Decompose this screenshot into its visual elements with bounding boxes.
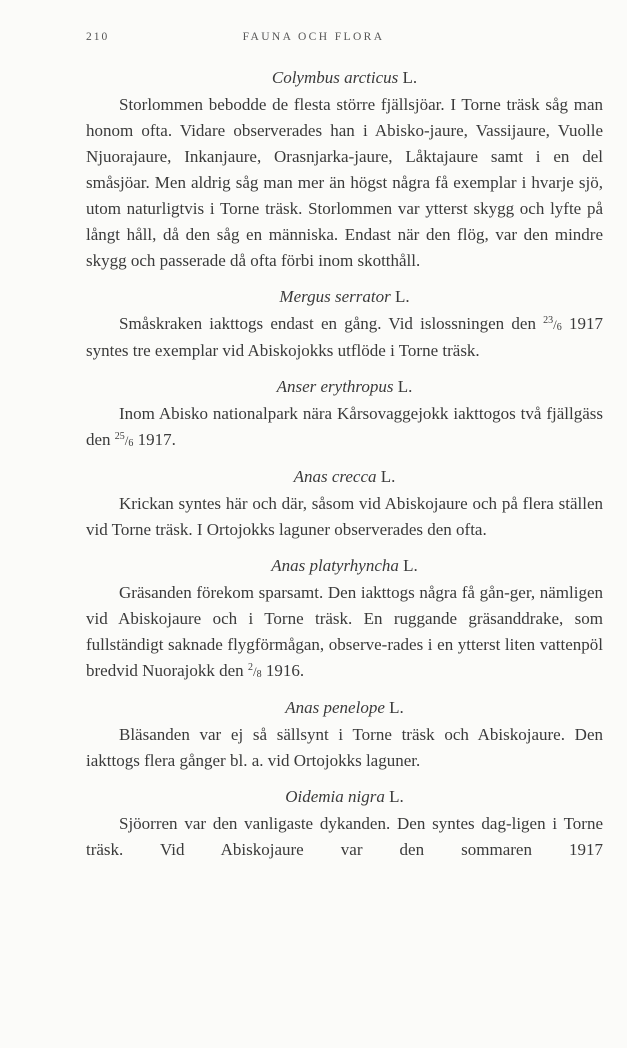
species-heading [86,375,603,399]
species-heading [86,465,603,489]
paragraph-text: Småskraken iakttogs endast en gång. Vid islossningen den [119,314,536,333]
species-heading [86,554,603,578]
date-fraction: $^{25}/_6$ [114,431,134,449]
species-paragraph [86,401,603,454]
paragraph-text: Inom Abisko nationalpark nära Kårsovaggejokk iakttogos två fjällgäss den [86,404,603,449]
species-heading [86,696,603,720]
species-author: L. [397,377,413,396]
species-heading [86,66,603,90]
page-body [86,66,603,874]
date-month: 6 [128,438,134,449]
species-author: L. [389,787,404,806]
date-day: 2 [247,662,253,673]
running-title: FAUNA OCH FLORA [242,31,385,43]
species-heading [86,785,603,809]
paragraph-text: 1917. [137,430,176,449]
paragraph-text: Gräsanden förekom sparsamt. Den iakttogs några få gån-ger, nämligen vid Abiskojaure och i Torne träsk. En ruggande gräsanddrake, som fullständigt saknade flygförmågan, observe-rades i en ytterst liten vattenpöl bredvid Nuorajokk den [86,583,603,680]
running-head [0,31,627,47]
date-day: 25 [114,431,125,442]
species-paragraph: Storlommen bebodde de flesta större fjällsjöar. I Torne träsk såg man honom ofta. Vidare observerades han i Abisko-jaure, Vassijaure, Vuolle Njuorajaure, Inkanjaure, Orasnjarka-jaure, Låktajaure samt i en del småsjöar. Men aldrig såg man mer än högst några få exemplar i hvarje sjö, utom naturligtvis i Torne träsk. Storlommen var ytterst skygg och lyfte på långt håll, då den såg en människa. Endast när den flög, var den mindre skygg och passerade då ofta förbi inom skotthåll. [86,95,603,270]
species-author: L. [389,698,404,717]
species-paragraph: Sjöorren var den vanligaste dykanden. Den syntes dag-ligen i Torne träsk. Vid Abiskojaure var den sommaren 1917 [86,814,603,859]
species-name: Mergus serrator [279,287,391,306]
species-paragraph [86,580,603,685]
page-number: 210 [86,31,110,43]
species-name: Anas platyrhyncha [271,556,399,575]
species-paragraph [86,311,603,364]
species-name: Colymbus arcticus [271,68,399,87]
date-fraction: $^{23}/_6$ [543,315,562,333]
date-day: 23 [543,315,554,326]
date-month: 8 [256,669,262,680]
species-paragraph: Bläsanden var ej så sällsynt i Torne träsk och Abiskojaure. Den iakttogs flera gånger bl. a. vid Ortojokks laguner. [86,725,603,770]
date-month: 6 [556,322,562,333]
paragraph-text: 1917 syntes tre exemplar vid Abiskojokks utflöde i Torne träsk. [86,314,604,360]
species-heading [86,285,603,309]
species-author: L. [380,467,396,486]
species-name: Oidemia nigra [285,787,385,806]
paragraph-text: 1916. [265,661,305,680]
species-paragraph: Krickan syntes här och där, såsom vid Abiskojaure och på flera ställen vid Torne träsk. I Ortojokks laguner observerades den ofta. [86,494,603,539]
species-name: Anas crecca [293,467,377,486]
species-author: L. [403,556,418,575]
date-fraction: $^2/_8$ [247,662,262,680]
species-name: Anas penelope [285,698,385,717]
species-author: L. [394,287,410,306]
species-author: L. [402,68,418,87]
species-name: Anser erythropus [276,377,394,396]
